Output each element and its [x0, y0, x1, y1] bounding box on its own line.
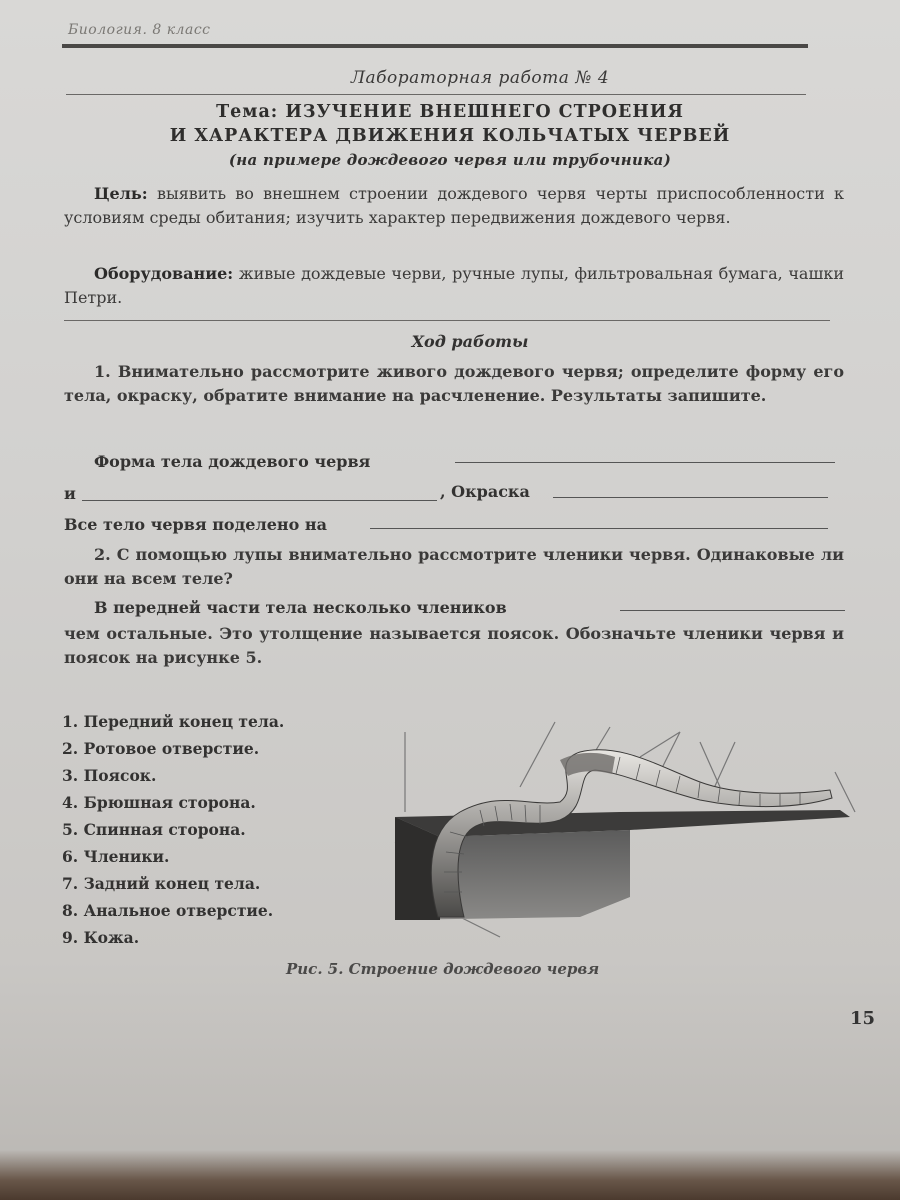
legend-item: 1. Передний конец тела. [62, 712, 285, 731]
divided-answer-line[interactable] [370, 528, 828, 529]
topic-heading [0, 100, 900, 172]
header-rule [62, 44, 808, 48]
page-shadow [0, 1150, 900, 1200]
title-rule [66, 94, 806, 95]
equipment-paragraph [64, 262, 844, 310]
legend-item: 8. Анальное отверстие. [62, 901, 274, 920]
topic-line-1: Тема: ИЗУЧЕНИЕ ВНЕШНЕГО СТРОЕНИЯ [216, 102, 684, 122]
and-label: и [64, 484, 76, 503]
legend-item: 4. Брюшная сторона. [62, 793, 256, 812]
legend-item: 5. Спинная сторона. [62, 820, 246, 839]
legend-item: 3. Поясок. [62, 766, 157, 785]
page-number: 15 [850, 1008, 876, 1029]
shape-answer-line[interactable] [455, 462, 835, 463]
step-1-text: 1. Внимательно рассмотрите живого дождевого червя; определите форму его тела, окраску, обратите внимание на расчленение. Результаты запишите. [64, 362, 844, 405]
legend-item: 6. Членики. [62, 847, 170, 866]
legend-item: 2. Ротовое отверстие. [62, 739, 260, 758]
shape-answer-line-2[interactable] [82, 500, 437, 501]
front-segments-answer-line[interactable] [620, 610, 845, 611]
color-answer-line[interactable] [553, 497, 828, 498]
figure-caption: Рис. 5. Строение дождевого червя [286, 960, 600, 978]
section-rule [64, 320, 830, 321]
color-label: , Окраска [440, 482, 530, 501]
topic-subtitle: (на примере дождевого червя или трубочника) [228, 151, 672, 169]
goal-label: Цель: [94, 184, 148, 203]
step-2-text: 2. С помощью лупы внимательно рассмотрите членики червя. Одинаковые ли они на всем теле? [64, 545, 844, 588]
step-2-continuation: чем остальные. Это утолщение называется поясок. Обозначьте членики червя и поясок на рисунке 5. [64, 624, 844, 667]
running-title: Биология. 8 класс [68, 22, 211, 38]
goal-paragraph [64, 182, 844, 230]
shape-label: Форма тела дождевого червя [94, 452, 371, 471]
equipment-text: живые дождевые черви, ручные лупы, фильтровальная бумага, чашки Петри. [64, 264, 845, 307]
goal-text: выявить во внешнем строении дождевого червя черты приспособленности к условиям среды обитания; изучить характер передвижения дождевого червя. [64, 184, 844, 227]
lab-title: Лабораторная работа № 4 [350, 68, 610, 88]
topic-line-2: И ХАРАКТЕРА ДВИЖЕНИЯ КОЛЬЧАТЫХ ЧЕРВЕЙ [169, 126, 731, 146]
legend-item: 9. Кожа. [62, 928, 140, 947]
divided-label: Все тело червя поделено на [64, 515, 327, 534]
procedure-title: Ход работы [411, 332, 529, 351]
earthworm-illustration [380, 712, 860, 952]
legend-item: 7. Задний конец тела. [62, 874, 261, 893]
front-segments-label: В передней части тела несколько члеников [94, 598, 507, 617]
equipment-label: Оборудование: [94, 264, 234, 283]
figure-legend [62, 708, 352, 951]
